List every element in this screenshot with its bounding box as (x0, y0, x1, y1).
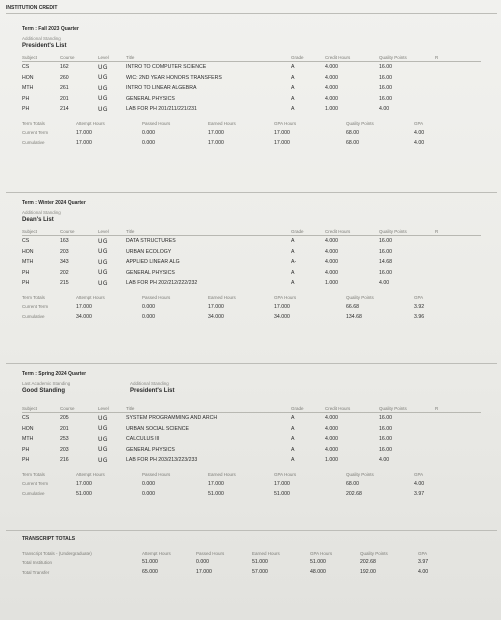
table-cell: A (291, 74, 295, 81)
table-cell: PH (22, 280, 30, 287)
transcript-totals-rows (22, 557, 481, 577)
standing-value: Good Standing (22, 388, 65, 394)
column-header: GPA (414, 121, 424, 126)
table-cell: Cumulative (22, 140, 45, 145)
totals-row (22, 138, 481, 148)
course-header-row (22, 405, 481, 413)
table-cell: 1.000 (325, 280, 338, 287)
table-cell: 4.000 (325, 269, 338, 276)
column-header: Passed Hours (142, 121, 171, 126)
table-cell: UG (98, 446, 109, 454)
table-cell: 4.00 (418, 569, 429, 575)
table-cell: HON (22, 74, 34, 81)
column-header: R (435, 228, 481, 236)
column-header: Attempt Hours (76, 121, 105, 126)
table-cell (435, 424, 481, 435)
table-cell (435, 73, 481, 84)
table-cell: A (291, 106, 295, 113)
column-header: Credit Hours (325, 54, 379, 62)
term-winter-2024 (22, 200, 481, 322)
table-cell: 0.000 (142, 313, 155, 320)
column-header: Course (60, 54, 98, 62)
column-header: R (435, 405, 481, 413)
table-cell (435, 83, 481, 94)
table-cell: A (291, 269, 295, 276)
column-header: Title (126, 405, 291, 413)
table-cell (435, 413, 481, 424)
column-header: Earned Hours (208, 295, 236, 300)
table-cell (435, 236, 481, 247)
column-header: Grade (291, 228, 325, 236)
column-header: GPA (418, 550, 428, 556)
table-cell: A (291, 238, 295, 245)
totals-row (22, 489, 481, 499)
table-cell: 16.00 (379, 64, 392, 71)
table-cell: UG (98, 237, 109, 245)
table-cell: 16.00 (379, 415, 392, 422)
table-cell: MTH (22, 259, 34, 266)
column-header: Attempt Hours (142, 550, 171, 556)
course-rows (22, 236, 481, 289)
table-cell: UG (98, 258, 109, 266)
table-cell: CS (22, 415, 30, 422)
divider (6, 530, 497, 531)
table-cell: 17.000 (274, 129, 290, 136)
table-cell: 4.00 (379, 457, 390, 464)
table-cell: 4.000 (325, 425, 338, 432)
table-cell: 0.000 (142, 490, 155, 497)
course-row (22, 413, 481, 424)
table-cell: 17.000 (76, 480, 92, 487)
column-header: Level (98, 54, 126, 62)
column-header: Term Totals (22, 121, 45, 126)
table-cell: Cumulative (22, 314, 45, 319)
table-cell: 3.97 (418, 559, 429, 565)
table-cell: Current Term (22, 130, 49, 135)
term-title: Term : Winter 2024 Quarter (22, 200, 86, 206)
table-cell (435, 434, 481, 445)
term-spring-2024 (22, 371, 481, 499)
table-cell: 51.000 (252, 559, 268, 565)
table-cell: 16.00 (379, 425, 392, 432)
table-cell: PH (22, 269, 30, 276)
table-cell: 17.000 (76, 303, 92, 310)
table-cell: URBAN ECOLOGY (126, 248, 172, 255)
table-cell: 17.000 (196, 569, 212, 575)
table-cell: UG (98, 279, 109, 287)
term-totals-table (22, 295, 481, 322)
table-cell: PH (22, 95, 30, 102)
column-header: Credit Hours (325, 228, 379, 236)
column-header: Passed Hours (196, 550, 225, 556)
column-header: GPA (414, 472, 424, 477)
table-cell: 4.000 (325, 248, 338, 255)
transcript-totals-table (22, 550, 481, 577)
column-header: GPA (414, 295, 424, 300)
course-table (22, 54, 481, 115)
table-cell: 17.000 (274, 480, 290, 487)
table-cell: 4.000 (325, 85, 338, 92)
table-cell: 4.00 (414, 139, 425, 146)
table-cell: PH (22, 446, 30, 453)
table-cell: 1.000 (325, 457, 338, 464)
table-cell: CS (22, 238, 30, 245)
table-cell: URBAN SOCIAL SCIENCE (126, 425, 189, 432)
column-header: Quality Points (379, 405, 435, 413)
table-cell: 202.68 (360, 559, 376, 565)
table-cell: UG (98, 74, 109, 82)
table-cell: 1.000 (325, 106, 338, 113)
column-header: Level (98, 228, 126, 236)
table-cell: Total Transfer (22, 569, 50, 575)
table-cell: 202.68 (346, 490, 362, 497)
table-cell: 4.000 (325, 415, 338, 422)
table-cell: UG (98, 425, 109, 433)
totals-row (22, 479, 481, 489)
table-cell: 34.000 (208, 313, 224, 320)
table-cell: UG (98, 414, 109, 422)
table-cell (435, 268, 481, 279)
column-header: GPA Hours (274, 295, 297, 300)
table-cell: WIC: 2ND YEAR HONORS TRANSFERS (126, 74, 222, 81)
course-row (22, 94, 481, 105)
totals-header-row (22, 295, 481, 302)
table-cell: GENERAL PHYSICS (126, 269, 175, 276)
table-cell: 17.000 (208, 129, 224, 136)
table-cell: 51.000 (274, 490, 290, 497)
totals-row (22, 567, 481, 577)
column-header: Transcript Totals - (Undergraduate) (22, 550, 92, 556)
table-cell: 4.000 (325, 238, 338, 245)
divider (6, 13, 497, 14)
table-cell: A (291, 436, 295, 443)
transcript-totals-title: TRANSCRIPT TOTALS (22, 536, 76, 542)
course-header-row (22, 54, 481, 62)
standing-value: President's List (22, 43, 67, 49)
table-cell: 17.000 (76, 139, 92, 146)
table-cell: 68.00 (346, 129, 359, 136)
term-title: Term : Fall 2023 Quarter (22, 26, 79, 32)
table-cell: UG (98, 248, 109, 256)
table-cell: 4.000 (325, 95, 338, 102)
table-cell: LAB FOR PH 203/213/223/233 (126, 457, 198, 464)
standing-value: Dean's List (22, 217, 54, 223)
table-cell: 51.000 (142, 559, 158, 565)
course-table (22, 228, 481, 289)
table-cell: A (291, 248, 295, 255)
course-rows (22, 62, 481, 115)
table-cell: 16.00 (379, 248, 392, 255)
course-row (22, 424, 481, 435)
table-cell: 48.000 (310, 569, 326, 575)
table-cell: Current Term (22, 304, 49, 309)
course-row (22, 104, 481, 115)
column-header: Earned Hours (208, 121, 236, 126)
table-cell: UG (98, 105, 109, 113)
table-cell: Current Term (22, 481, 49, 486)
table-cell: 0.000 (196, 559, 209, 565)
table-cell: 201 (60, 425, 69, 432)
course-header-row (22, 228, 481, 236)
course-row (22, 73, 481, 84)
table-cell: 17.000 (274, 139, 290, 146)
table-cell: CS (22, 64, 30, 71)
table-cell: LAB FOR PH 201/211/221/231 (126, 106, 197, 113)
table-cell (435, 455, 481, 466)
table-cell: 4.00 (379, 106, 390, 113)
totals-row (22, 302, 481, 312)
table-cell: 134.68 (346, 313, 362, 320)
term-title: Term : Spring 2024 Quarter (22, 371, 87, 377)
table-cell: 4.00 (379, 280, 390, 287)
column-header: GPA Hours (310, 550, 333, 556)
table-cell: 65.000 (142, 569, 158, 575)
table-cell: 205 (60, 415, 69, 422)
table-cell: 203 (60, 248, 69, 255)
table-cell: 4.00 (414, 129, 425, 136)
table-cell: Cumulative (22, 491, 45, 496)
table-cell: MTH (22, 85, 34, 92)
table-cell: 214 (60, 106, 69, 113)
table-cell: UG (98, 63, 109, 71)
table-cell: 4.000 (325, 64, 338, 71)
table-cell: GENERAL PHYSICS (126, 95, 175, 102)
table-cell: 4.000 (325, 259, 338, 266)
table-cell: LAB FOR PH 202/212/222/232 (126, 280, 198, 287)
table-cell: 3.92 (414, 303, 425, 310)
totals-rows (22, 302, 481, 322)
column-header: Subject (22, 54, 60, 62)
course-row (22, 455, 481, 466)
table-cell: 16.00 (379, 95, 392, 102)
course-rows (22, 413, 481, 466)
table-cell: 4.00 (414, 480, 425, 487)
table-cell: A- (291, 259, 297, 266)
column-header: Passed Hours (142, 472, 171, 477)
table-cell: UG (98, 456, 109, 464)
table-cell: 0.000 (142, 139, 155, 146)
column-header: Level (98, 405, 126, 413)
course-row (22, 268, 481, 279)
table-cell: A (291, 280, 295, 287)
table-cell: 34.000 (274, 313, 290, 320)
table-cell: 16.00 (379, 436, 392, 443)
additional-standing-value: President's List (130, 388, 175, 394)
table-cell: 201 (60, 95, 69, 102)
table-cell: 16.00 (379, 446, 392, 453)
course-row (22, 247, 481, 258)
divider (6, 363, 497, 364)
table-cell: 3.97 (414, 490, 425, 497)
table-cell: A (291, 415, 295, 422)
table-cell: 68.00 (346, 139, 359, 146)
course-table (22, 405, 481, 466)
table-cell (435, 104, 481, 115)
table-cell: 253 (60, 436, 69, 443)
column-header: Term Totals (22, 295, 45, 300)
totals-rows (22, 128, 481, 148)
standing-label: Additional Standing (22, 36, 61, 41)
table-cell (435, 94, 481, 105)
course-row (22, 278, 481, 289)
totals-header-row (22, 472, 481, 479)
table-cell (435, 278, 481, 289)
table-cell: 17.000 (208, 303, 224, 310)
totals-rows (22, 479, 481, 499)
column-header: Title (126, 228, 291, 236)
table-cell: 0.000 (142, 480, 155, 487)
table-cell: 203 (60, 446, 69, 453)
column-header: Subject (22, 228, 60, 236)
table-cell: 3.96 (414, 313, 425, 320)
table-cell: 16.00 (379, 85, 392, 92)
table-cell: 51.000 (208, 490, 224, 497)
table-cell: 34.000 (76, 313, 92, 320)
column-header: Subject (22, 405, 60, 413)
table-cell: 163 (60, 238, 69, 245)
standing-label: Last Academic Standing (22, 381, 71, 386)
table-cell: 17.000 (208, 480, 224, 487)
table-cell: CALCULUS III (126, 436, 160, 443)
table-cell (435, 247, 481, 258)
standing-label: Additional Standing (22, 210, 61, 215)
table-cell: SYSTEM PROGRAMMING AND ARCH (126, 415, 218, 422)
column-header: Earned Hours (252, 550, 280, 556)
course-row (22, 236, 481, 247)
table-cell: Total Institution (22, 559, 53, 565)
table-cell (435, 445, 481, 456)
table-cell: A (291, 457, 295, 464)
table-cell: DATA STRUCTURES (126, 238, 176, 245)
column-header: Passed Hours (142, 295, 171, 300)
table-cell: UG (98, 84, 109, 92)
table-cell: 51.000 (310, 559, 326, 565)
table-cell: INTRO TO COMPUTER SCIENCE (126, 64, 207, 71)
column-header: Quality Points (346, 472, 374, 477)
column-header: GPA Hours (274, 121, 297, 126)
table-cell: 16.00 (379, 74, 392, 81)
totals-row (22, 128, 481, 138)
table-cell: 343 (60, 259, 69, 266)
column-header: GPA Hours (274, 472, 297, 477)
table-cell: PH (22, 457, 30, 464)
totals-row (22, 312, 481, 322)
table-cell: UG (98, 269, 109, 277)
table-cell: GENERAL PHYSICS (126, 446, 175, 453)
course-row (22, 83, 481, 94)
column-header: Quality Points (379, 228, 435, 236)
section-header: INSTITUTION CREDIT (6, 5, 58, 11)
table-cell: 16.00 (379, 269, 392, 276)
table-cell: INTRO TO LINEAR ALGEBRA (126, 85, 197, 92)
additional-standing-label: Additional Standing (130, 381, 169, 386)
table-cell: HON (22, 425, 34, 432)
column-header: Grade (291, 405, 325, 413)
course-row (22, 434, 481, 445)
table-cell: A (291, 64, 295, 71)
column-header: Term Totals (22, 472, 45, 477)
totals-row (22, 557, 481, 567)
totals-header-row (22, 121, 481, 128)
table-cell: 51.000 (76, 490, 92, 497)
table-cell: 17.000 (76, 129, 92, 136)
table-cell: 16.00 (379, 238, 392, 245)
transcript-totals (22, 536, 481, 577)
column-header: Quality Points (379, 54, 435, 62)
table-cell: 162 (60, 64, 69, 71)
table-cell: 68.00 (346, 480, 359, 487)
table-cell: PH (22, 106, 30, 113)
table-cell: 4.000 (325, 436, 338, 443)
course-row (22, 257, 481, 268)
column-header: Grade (291, 54, 325, 62)
column-header: Course (60, 228, 98, 236)
table-cell: 260 (60, 74, 69, 81)
table-cell: APPLIED LINEAR ALG (126, 259, 180, 266)
term-totals-table (22, 472, 481, 499)
table-cell: 14.68 (379, 259, 392, 266)
column-header: Quality Points (346, 121, 374, 126)
table-cell: UG (98, 95, 109, 103)
course-row (22, 62, 481, 73)
term-totals-table (22, 121, 481, 148)
table-cell: 57.000 (252, 569, 268, 575)
table-cell: 66.68 (346, 303, 359, 310)
table-cell: 216 (60, 457, 69, 464)
column-header: Attempt Hours (76, 295, 105, 300)
table-cell: A (291, 95, 295, 102)
column-header: Credit Hours (325, 405, 379, 413)
table-cell: 202 (60, 269, 69, 276)
table-cell: 4.000 (325, 446, 338, 453)
table-cell: 192.00 (360, 569, 376, 575)
table-cell: 0.000 (142, 303, 155, 310)
table-cell: A (291, 425, 295, 432)
table-cell (435, 62, 481, 73)
table-cell: A (291, 85, 295, 92)
column-header: Earned Hours (208, 472, 236, 477)
table-cell: 17.000 (208, 139, 224, 146)
column-header: Title (126, 54, 291, 62)
table-cell: MTH (22, 436, 34, 443)
column-header: Quality Points (346, 295, 374, 300)
divider (6, 192, 497, 193)
column-header: Attempt Hours (76, 472, 105, 477)
table-cell: UG (98, 435, 109, 443)
term-fall-2023 (22, 26, 481, 148)
table-cell: 17.000 (274, 303, 290, 310)
table-cell: A (291, 446, 295, 453)
course-row (22, 445, 481, 456)
transcript-totals-header-row (22, 550, 481, 557)
column-header: Quality Points (360, 550, 388, 556)
table-cell: 4.000 (325, 74, 338, 81)
column-header: R (435, 54, 481, 62)
table-cell: 261 (60, 85, 69, 92)
table-cell (435, 257, 481, 268)
column-header: Course (60, 405, 98, 413)
table-cell: HON (22, 248, 34, 255)
table-cell: 215 (60, 280, 69, 287)
table-cell: 0.000 (142, 129, 155, 136)
